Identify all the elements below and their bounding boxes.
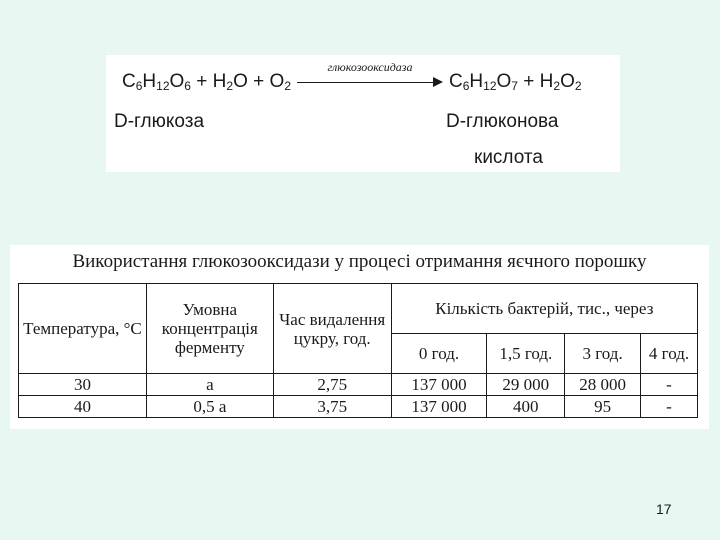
header-temperature: Температура, °C bbox=[19, 284, 147, 374]
formula-subscript: 6 bbox=[184, 79, 191, 93]
table-cell: 30 bbox=[19, 374, 147, 396]
table-title: Використання глюкозооксидази у процесі отримання яєчного порошку bbox=[72, 251, 647, 272]
formula-subscript: 6 bbox=[135, 79, 143, 93]
formula-subscript: 12 bbox=[156, 79, 170, 93]
equation-panel bbox=[106, 55, 620, 172]
formula-atom: C bbox=[122, 71, 136, 92]
table-cell: 40 bbox=[19, 396, 147, 418]
subheader-4h: 4 год. bbox=[641, 334, 698, 374]
bacteria-table bbox=[18, 283, 698, 418]
subheader-1-5h: 1,5 год. bbox=[487, 334, 565, 374]
table-cell: - bbox=[641, 374, 698, 396]
table-cell: 137 000 bbox=[391, 396, 487, 418]
glucose-formula bbox=[122, 71, 191, 93]
table-cell: 95 bbox=[565, 396, 641, 418]
table-cell: - bbox=[641, 396, 698, 418]
table-cell: 3,75 bbox=[273, 396, 391, 418]
water-formula: $H_2O$ bbox=[212, 71, 248, 93]
table-cell: 2,75 bbox=[273, 374, 391, 396]
formula-atom: O bbox=[169, 71, 185, 92]
table-cell: a bbox=[146, 374, 273, 396]
table-cell: 29 000 bbox=[487, 374, 565, 396]
table-cell: 137 000 bbox=[391, 374, 487, 396]
header-row bbox=[19, 284, 698, 334]
page-number: 17 bbox=[656, 501, 672, 517]
table-cell: 0,5 a bbox=[146, 396, 273, 418]
gluconic-acid-formula: $C_6H_{12}O_7$ bbox=[449, 71, 518, 93]
header-bacteria: Кількість бактерій, тис., через bbox=[391, 284, 697, 334]
subheader-3h: 3 год. bbox=[565, 334, 641, 374]
plus-sign: + bbox=[523, 71, 535, 92]
table-panel bbox=[10, 245, 709, 429]
reaction-arrow bbox=[297, 60, 443, 93]
arrow-head-icon bbox=[433, 77, 443, 87]
plus-sign: + bbox=[253, 71, 265, 92]
glucose-label: D-глюкоза bbox=[114, 111, 205, 132]
reaction-equation bbox=[122, 60, 582, 93]
peroxide-formula: $H_2O_2$ bbox=[539, 71, 582, 93]
formula-atom: H bbox=[142, 71, 157, 92]
header-time: Час видалення цукру, год. bbox=[273, 284, 391, 374]
table-cell: 28 000 bbox=[565, 374, 641, 396]
header-concentration: Умовна концентрація ферменту bbox=[146, 284, 273, 374]
gluconic-acid-label-line1: D-глюконова bbox=[446, 111, 559, 132]
subheader-0h: 0 год. bbox=[391, 334, 487, 374]
arrow-line bbox=[297, 82, 435, 83]
enzyme-label: глюкозооксидаза bbox=[327, 60, 413, 74]
table-row bbox=[19, 396, 698, 418]
table-row bbox=[19, 374, 698, 396]
gluconic-acid-label-line2: кислота bbox=[474, 147, 543, 168]
oxygen-formula: $O_2$ bbox=[269, 71, 291, 93]
plus-sign: + bbox=[196, 71, 208, 92]
table-cell: 400 bbox=[487, 396, 565, 418]
